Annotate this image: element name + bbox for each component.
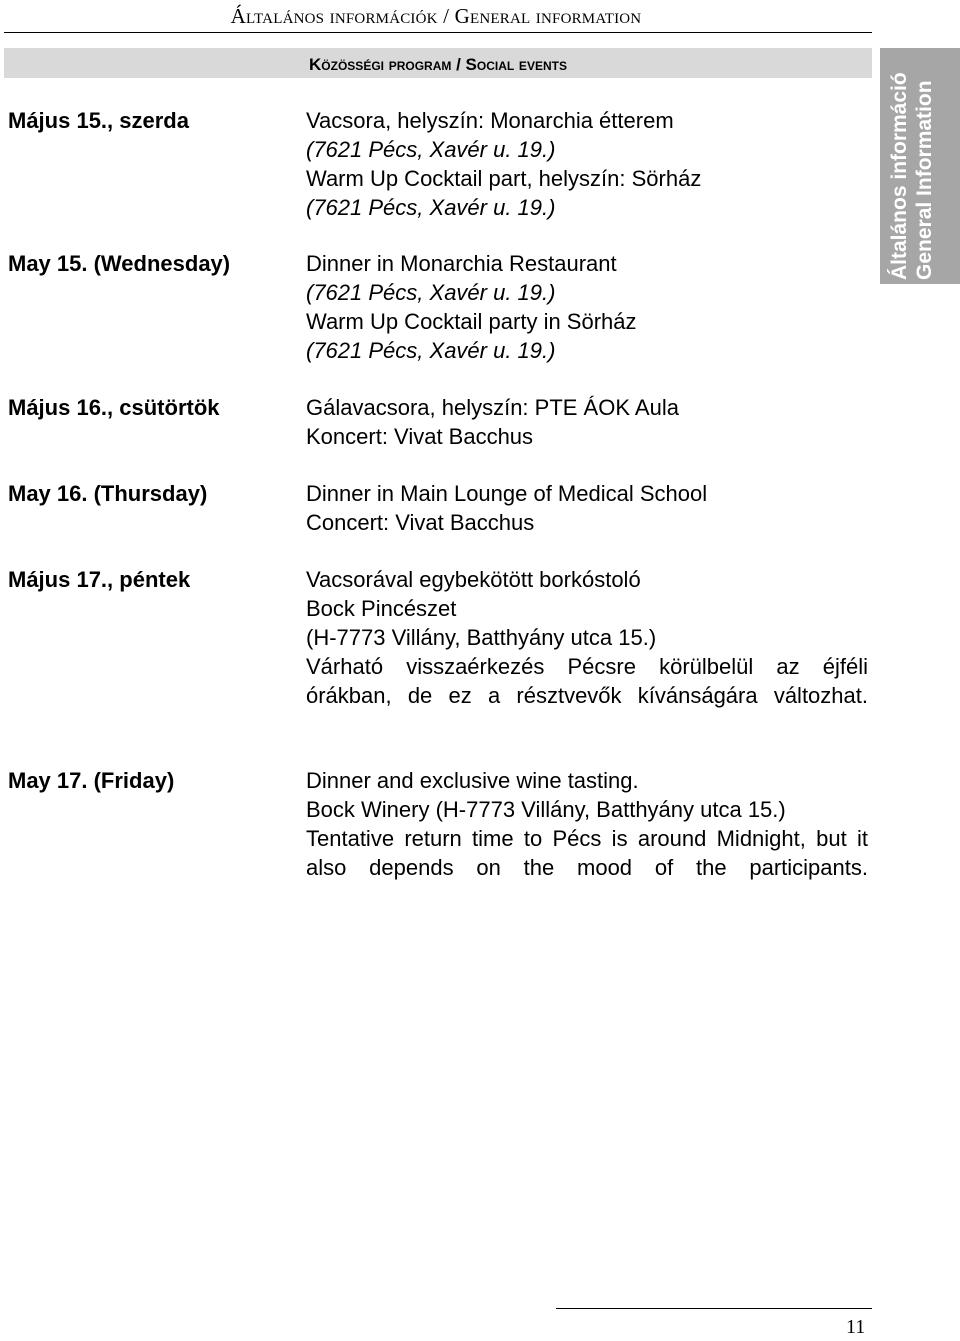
day-label-may17-hu: Május 17., péntek [8, 567, 191, 592]
day-label-may15-en: May 15. (Wednesday) [8, 251, 231, 276]
event-line: Bock Winery (H-7773 Villány, Batthyány utca 15.) [306, 797, 786, 822]
event-desc-may16-en [306, 479, 868, 537]
event-desc-may17-hu [306, 565, 868, 710]
day-label-may16-en: May 16. (Thursday) [8, 481, 208, 506]
event-paragraph: Várható visszaérkezés Pécsre körülbelül az éjféli órákban, de ez a résztvevők kívánságára változhat. [306, 654, 868, 708]
event-line: (H-7773 Villány, Batthyány utca 15.) [306, 625, 657, 650]
header-rule [4, 32, 872, 33]
footer-rule [556, 1308, 872, 1309]
event-line: Concert: Vivat Bacchus [306, 510, 535, 535]
event-desc-may16-hu [306, 393, 868, 451]
section-bar [4, 48, 872, 78]
event-line: Vacsorával egybekötött borkóstoló [306, 567, 641, 592]
event-line: Gálavacsora, helyszín: PTE ÁOK Aula [306, 395, 679, 420]
section-title: Közösségi program / Social events [309, 55, 567, 74]
day-label-may15-hu: Május 15., szerda [8, 108, 189, 133]
event-line: (7621 Pécs, Xavér u. 19.) [306, 195, 556, 220]
page-number: 11 [846, 1316, 866, 1338]
event-paragraph: Tentative return time to Pécs is around Midnight, but it also depends on the mood of the participants. [306, 826, 868, 880]
event-line: Koncert: Vivat Bacchus [306, 424, 534, 449]
event-line: (7621 Pécs, Xavér u. 19.) [306, 280, 556, 305]
event-line: (7621 Pécs, Xavér u. 19.) [306, 338, 556, 363]
side-tab-en: General Information [913, 80, 936, 280]
day-label-may17-en: May 17. (Friday) [8, 768, 175, 793]
side-tab-hu: Általános információ [888, 72, 911, 280]
event-desc-may17-en [306, 766, 868, 882]
event-line: Dinner and exclusive wine tasting. [306, 768, 639, 793]
event-desc-may15-hu [306, 106, 868, 222]
day-label-may16-hu: Május 16., csütörtök [8, 395, 220, 420]
side-tab [880, 48, 960, 284]
event-line: Warm Up Cocktail part, helyszín: Sörház [306, 166, 702, 191]
event-line: Dinner in Main Lounge of Medical School [306, 481, 708, 506]
event-line: Warm Up Cocktail party in Sörház [306, 309, 637, 334]
event-line: Bock Pincészet [306, 596, 457, 621]
event-line: (7621 Pécs, Xavér u. 19.) [306, 137, 556, 162]
event-line: Dinner in Monarchia Restaurant [306, 251, 617, 276]
running-header: Általános információk / General information [230, 4, 642, 28]
event-desc-may15-en [306, 249, 868, 365]
event-line: Vacsora, helyszín: Monarchia étterem [306, 108, 674, 133]
